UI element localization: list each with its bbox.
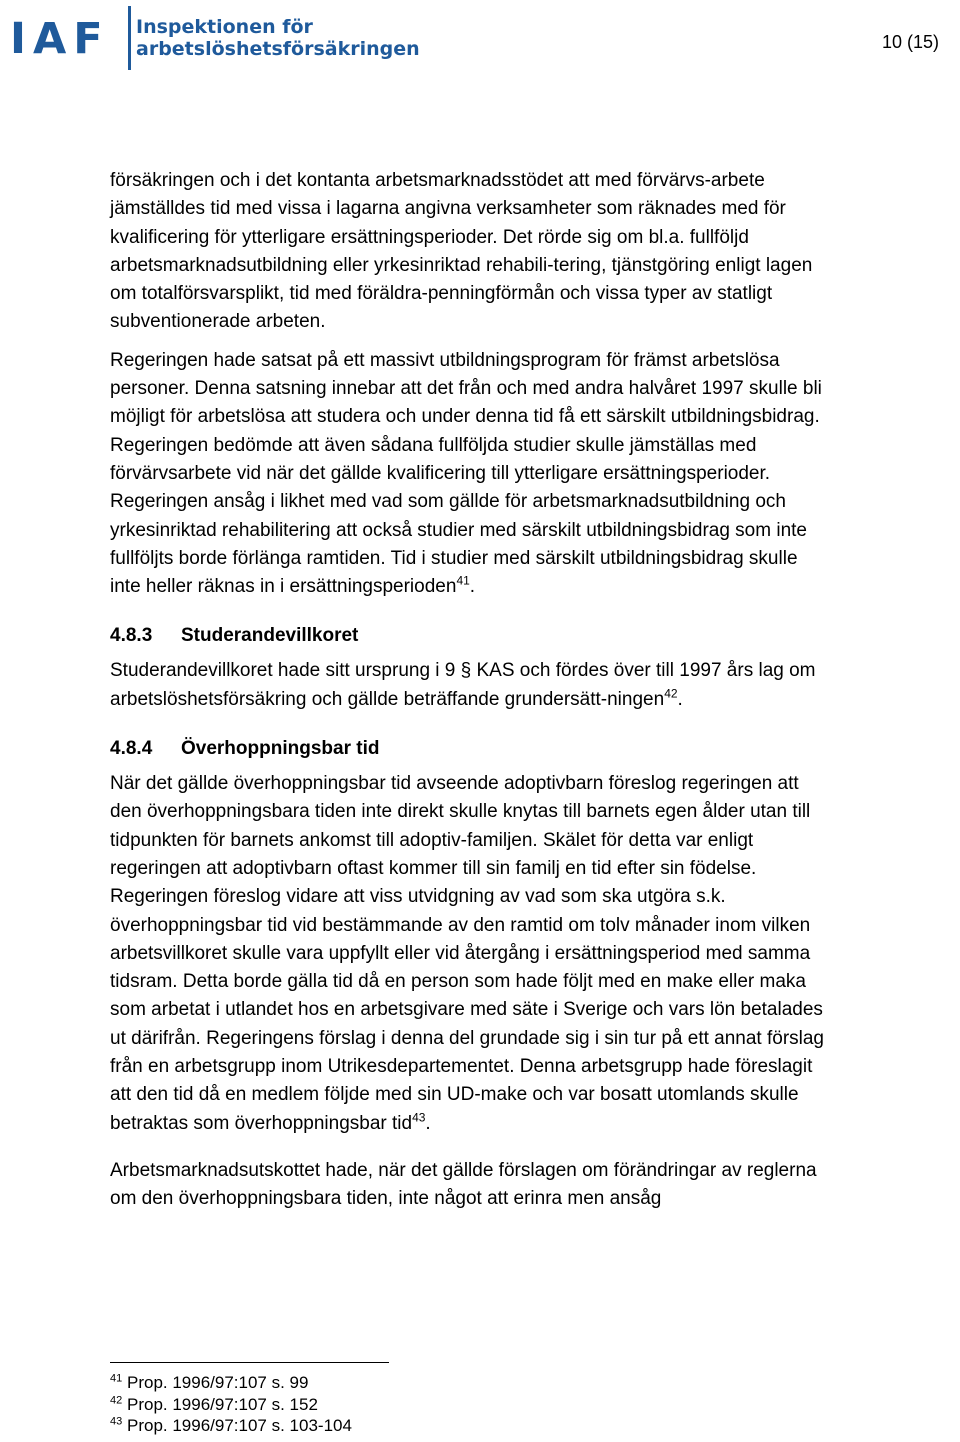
paragraph-5: Arbetsmarknadsutskottet hade, när det gällde förslagen om förändringar av reglerna om den överhoppningsbara tiden, inte något att erinra men ansåg bbox=[110, 1159, 817, 1210]
section-heading-4-8-4 bbox=[110, 735, 830, 763]
footnote-42 bbox=[110, 1394, 510, 1416]
page-number: 10 (15) bbox=[881, 32, 939, 52]
section-number: 4.8.4 bbox=[110, 738, 153, 760]
footnote-ref-41[interactable]: 41 bbox=[456, 573, 470, 588]
paragraph-4 bbox=[110, 770, 830, 1138]
paragraph-3 bbox=[110, 657, 830, 714]
paragraph-4-text: När det gällde överhoppningsbar tid avseende adoptivbarn föreslog regeringen att den överhoppningsbara tiden inte direkt skulle knytas till barnets egen ålder utan till tidpunkten för barnets ankomst till adoptiv-familjen. Skälet för detta var enligt regeringen att adoptivbarn oftast kommer till sin familj en tid efter sin födelse. Regeringen föreslog vidare att viss utvidgning av vad som ska utgöra s.k. överhoppningsbar tid vid bestämmande av den ramtid om tolv månader inom vilken arbetsvillkoret skulle vara uppfyllt eller vid återgång i ersättningsperiod med samma tidsram. Detta borde gälla tid då en person som hade följt med en make eller maka som arbetat i utlandet hos en arbetsgivare med säte i Sverige och vars lön betalades ut därifrån. Regeringens förslag i denna del grundade sig i sin tur på ett annat förslag från en arbetsgrupp inom Utrikesdepartementet. Denna arbetsgrupp hade föreslagit att den tid då en medlem följde med sin UD-make och var bosatt utomlands skulle betraktas som överhoppningsbar tid bbox=[110, 773, 825, 1134]
paragraph-2-text: Regeringen hade satsat på ett massivt utbildningsprogram för främst arbetslösa personer. Denna satsning innebar att det från och med andra halvåret 1997 skulle bli möjligt för arbetslösa att studera och under denna tid få ett särskilt utbildningsbidrag. Regeringen bedömde att även sådana fullföljda studier skulle jämställas med förvärvsarbete vid när det gällde kvalificering till ytterligare ersättningsperioder. Regeringen ansåg i likhet med vad som gällde för arbetsmarknadsutbildning och yrkesinriktad rehabilitering att också studier med särskilt utbildningsbidrag som inte fullföljts borde förlänga ramtiden. Tid i studier med särskilt utbildningsbidrag skulle inte heller räknas in i ersättningsperioden bbox=[110, 349, 822, 598]
paragraph-3-text: Studerandevillkoret hade sitt ursprung i 9 § KAS och fördes över till 1997 års lag om arbetslöshetsförsäkring och gällde beträffande grundersätt-ningen bbox=[110, 660, 816, 710]
logo-text bbox=[136, 16, 436, 60]
logo-divider bbox=[128, 6, 131, 70]
logo-line-1: Inspektionen för bbox=[136, 16, 313, 38]
period: . bbox=[469, 576, 476, 598]
section-title: Studerandevillkoret bbox=[181, 625, 359, 647]
footnote-41 bbox=[110, 1372, 510, 1394]
footnote-43 bbox=[110, 1415, 510, 1437]
section-heading-4-8-3 bbox=[110, 622, 830, 650]
section-title: Överhoppningsbar tid bbox=[181, 738, 380, 760]
footnote-text: Prop. 1996/97:107 s. 99 bbox=[126, 1373, 309, 1392]
logo-mark: IAF bbox=[10, 14, 110, 64]
footnote-divider bbox=[110, 1362, 389, 1363]
footnote-ref-43[interactable]: 43 bbox=[412, 1110, 426, 1125]
footnotes bbox=[110, 1372, 510, 1437]
document-body bbox=[110, 167, 830, 1214]
footnote-number: 43 bbox=[110, 1415, 123, 1428]
footnote-text: Prop. 1996/97:107 s. 152 bbox=[126, 1394, 318, 1414]
paragraph-1: försäkringen och i det kontanta arbetsmarknadsstödet att med förvärvs-arbete jämställdes tid med vissa i lagarna angivna verksamheter som räknades med för kvalificering för ytterligare ersättningsperioder. Det rörde sig om bl.a. fullföljd arbetsmarknadsutbildning eller yrkesinriktad rehabili-tering, tjänstgöring enligt lagen om totalförsvarsplikt, tid med föräldra-penningförmån och vissa typer av statligt subventionerade arbeten. bbox=[110, 170, 813, 333]
footnote-text: Prop. 1996/97:107 s. 103-104 bbox=[126, 1416, 352, 1435]
logo-line-2: arbetslöshetsförsäkringen bbox=[136, 38, 420, 60]
paragraph-2 bbox=[110, 347, 830, 602]
footnote-number: 41 bbox=[110, 1372, 123, 1385]
period: . bbox=[425, 1112, 431, 1134]
footnote-ref-42[interactable]: 42 bbox=[664, 686, 678, 701]
period: . bbox=[677, 688, 683, 710]
footnote-number: 42 bbox=[110, 1393, 123, 1406]
section-number: 4.8.3 bbox=[110, 625, 153, 647]
